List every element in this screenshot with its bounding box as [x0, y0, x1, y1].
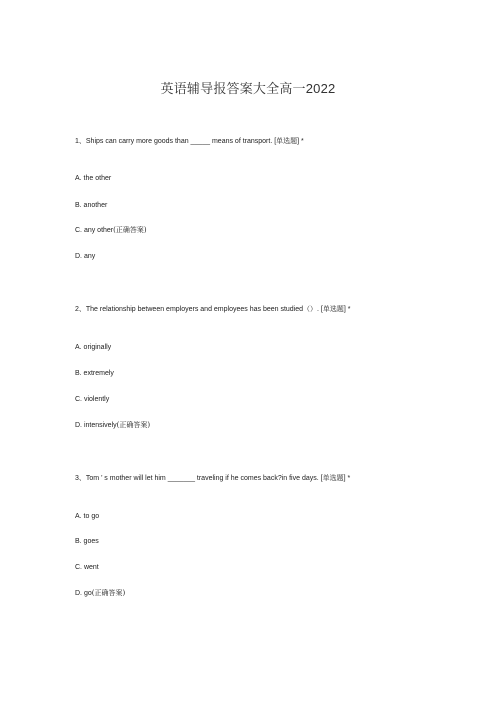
option-c: C. any other(正确答案): [75, 226, 147, 234]
option-a: A. the other: [75, 175, 112, 182]
option-c: C. went: [75, 564, 99, 571]
option-a: A. originally: [75, 344, 112, 351]
option-d: D. intensively(正确答案): [75, 421, 151, 429]
option-b: B. another: [75, 202, 108, 209]
option-b: B. goes: [75, 538, 99, 545]
correct-answer-mark: (正确答案): [116, 421, 151, 429]
question-stem: 3、Tom ’ s mother will let him _______ traveling if he comes back?in five days. [单选题] *: [75, 475, 351, 482]
question-stem: 1、Ships can carry more goods than _____ means of transport. [单选题] *: [75, 138, 304, 145]
option-a: A. to go: [75, 513, 100, 520]
question-2: [75, 305, 435, 429]
correct-answer-mark: (正确答案): [91, 589, 126, 597]
question-1: [75, 137, 435, 260]
correct-answer-mark: (正确答案): [113, 226, 147, 234]
question-3: [75, 474, 435, 597]
option-b: B. extremely: [75, 370, 114, 377]
option-d: D. any: [75, 253, 96, 260]
document-title: 英语辅导报答案大全高一2022: [160, 81, 336, 96]
question-stem: 2、The relationship between employers and employees has been studied（）. [单选题] *: [75, 306, 351, 313]
option-d: D. go(正确答案): [75, 589, 126, 597]
option-c: C. violently: [75, 396, 110, 403]
